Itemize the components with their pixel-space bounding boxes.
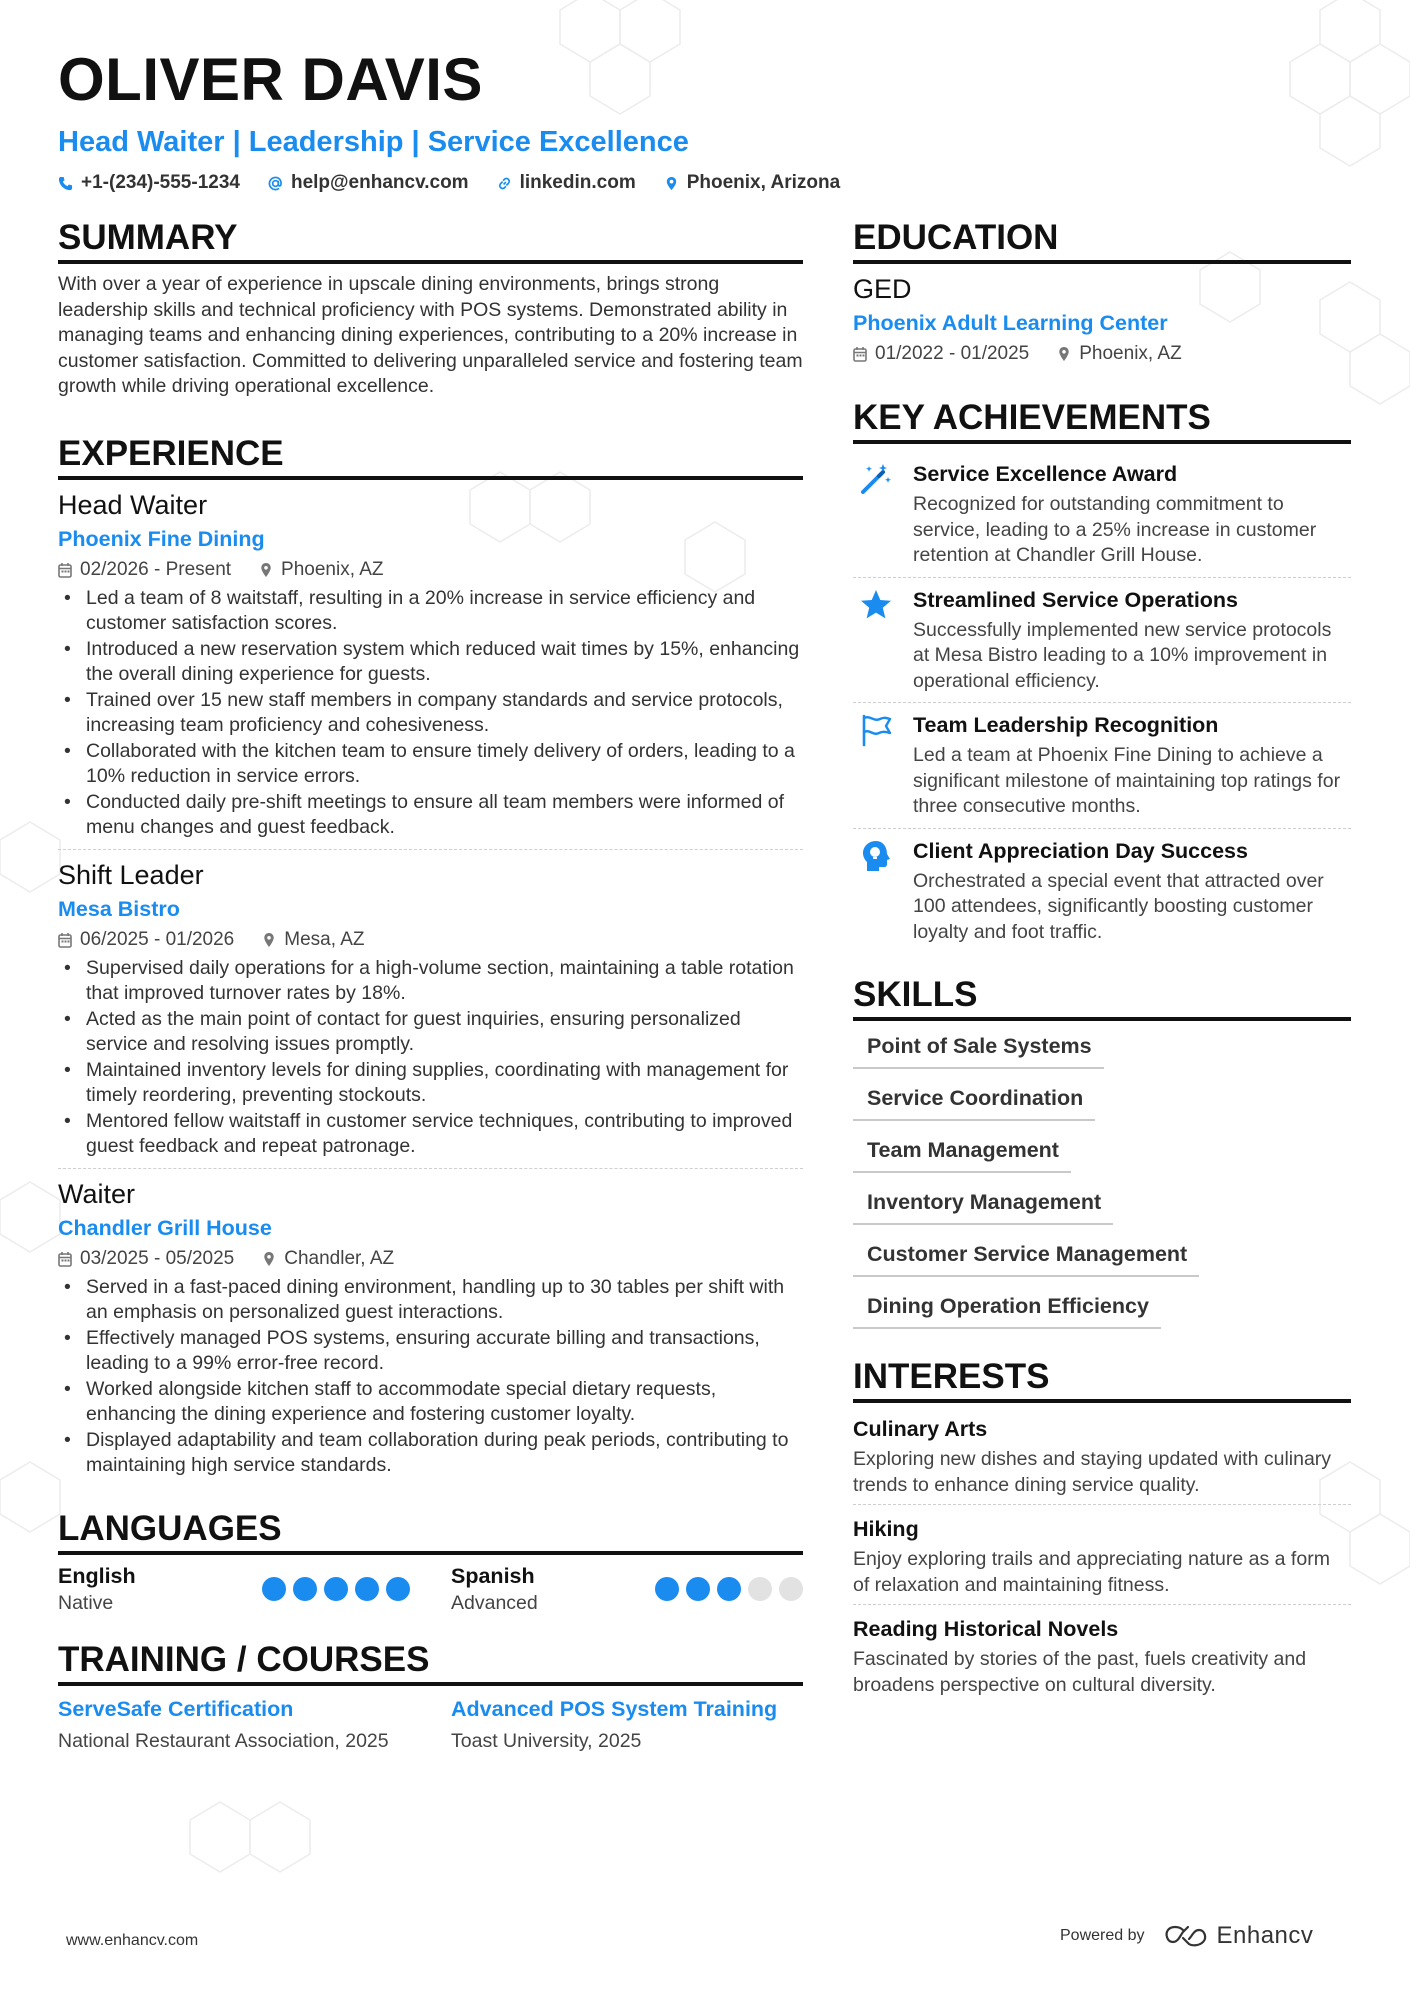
section-title-achievements: KEY ACHIEVEMENTS (853, 398, 1351, 444)
bullet-item: • Displayed adaptability and team collaboration during peak periods, contributing to maintaining high service standards. (58, 1428, 803, 1479)
at-sign-icon (268, 176, 283, 191)
job-dates: 03/2025 - 05/2025 (58, 1245, 234, 1273)
bullet-item: • Served in a fast-paced dining environment, handling up to 30 tables per shift with an emphasis on personalized guest interactions. (58, 1275, 803, 1326)
bullet-item: • Led a team of 8 waitstaff, resulting in a 20% increase in service efficiency and customer satisfaction scores. (58, 586, 803, 637)
bullet-item: • Acted as the main point of contact for guest inquiries, ensuring personalized service and resolving issues promptly. (58, 1007, 803, 1058)
course-provider: National Restaurant Association, 2025 (58, 1729, 389, 1752)
experience-list (58, 488, 803, 1487)
location-pin-icon (259, 562, 273, 578)
achievement-title: Client Appreciation Day Success (913, 838, 1248, 863)
achievement-body (913, 586, 1351, 695)
achievement-desc: Led a team at Phoenix Fine Dining to achieve a significant milestone of maintaining top ratings for three consecutive months. (913, 744, 1341, 817)
training-section (58, 1640, 803, 1754)
language-text (58, 1563, 136, 1616)
bullet-item: • Effectively managed POS systems, ensuring accurate billing and transactions, leading to a 99% error-free record. (58, 1326, 803, 1377)
rating-dot (717, 1577, 741, 1601)
head-idea-icon (853, 837, 899, 946)
rating-dot (262, 1577, 286, 1601)
achievement-item (853, 452, 1351, 578)
language-name: English (58, 1563, 136, 1588)
skill-tag: Inventory Management (853, 1185, 1113, 1225)
location-pin-icon (1057, 346, 1071, 362)
achievement-body (913, 460, 1351, 569)
job-entry (58, 858, 803, 1169)
calendar-icon (58, 1251, 72, 1267)
contact-linkedin[interactable] (497, 172, 636, 194)
link-icon (497, 176, 512, 191)
headline: Head Waiter | Leadership | Service Excellence (58, 126, 689, 158)
interest-title: Culinary Arts (853, 1417, 988, 1441)
section-title-training: TRAINING / COURSES (58, 1640, 803, 1686)
section-title-education: EDUCATION (853, 218, 1351, 264)
job-meta (58, 1245, 803, 1273)
education-location: Phoenix, AZ (1057, 340, 1181, 368)
interest-item (853, 1411, 1351, 1505)
brand-logo[interactable] (1163, 1922, 1314, 1950)
education-degree: GED (853, 274, 912, 304)
location-pin-icon (262, 932, 276, 948)
achievement-title: Team Leadership Recognition (913, 713, 1219, 737)
candidate-name: OLIVER DAVIS (58, 46, 483, 113)
skill-list (853, 1029, 1351, 1329)
achievement-desc: Orchestrated a special event that attracted over 100 attendees, significantly boosting customer loyalty and foot traffic. (913, 869, 1324, 943)
language-level: Advanced (451, 1591, 538, 1614)
course-provider: Toast University, 2025 (451, 1729, 642, 1752)
experience-section (58, 434, 803, 1487)
course-list (58, 1694, 803, 1754)
rating-dot (655, 1577, 679, 1601)
language-list (58, 1563, 803, 1616)
job-bullets (58, 586, 803, 841)
section-title-experience: EXPERIENCE (58, 434, 803, 480)
course-title: Advanced POS System Training (451, 1696, 778, 1721)
location-pin-icon (664, 176, 679, 191)
interest-item (853, 1611, 1351, 1704)
education-section (853, 218, 1351, 368)
summary-section (58, 218, 803, 400)
language-rating (262, 1577, 410, 1601)
location-text: Phoenix, Arizona (686, 172, 841, 193)
interests-section (853, 1357, 1351, 1704)
footer-branding (1060, 1922, 1313, 1950)
job-meta (58, 556, 803, 584)
rating-dot (386, 1577, 410, 1601)
interest-desc: Enjoy exploring trails and appreciating nature as a form of relaxation and maintaining fitness. (853, 1548, 1330, 1596)
flag-icon (853, 711, 899, 820)
contact-location (664, 172, 840, 194)
location-pin-icon (262, 1251, 276, 1267)
course-item (451, 1694, 803, 1754)
bullet-item: • Trained over 15 new staff members in company standards and service protocols, increasing team proficiency and cohesiveness. (58, 688, 803, 739)
language-name: Spanish (451, 1563, 535, 1588)
job-dates: 06/2025 - 01/2026 (58, 926, 234, 954)
contact-phone[interactable] (58, 172, 240, 194)
achievement-body (913, 711, 1351, 820)
language-item (58, 1563, 410, 1616)
language-item (451, 1563, 803, 1616)
phone-text: +1-(234)-555-1234 (81, 172, 240, 193)
job-dates: 02/2026 - Present (58, 556, 231, 584)
job-entry (58, 1177, 803, 1487)
achievement-item (853, 703, 1351, 829)
footer-website[interactable]: www.enhancv.com (66, 1932, 199, 1949)
achievement-body (913, 837, 1351, 946)
powered-by-text: Powered by (1060, 1927, 1145, 1944)
job-title: Shift Leader (58, 859, 204, 890)
education-meta (853, 340, 1351, 368)
interest-item (853, 1511, 1351, 1605)
rating-dot (779, 1577, 803, 1601)
achievement-title: Service Excellence Award (913, 462, 1178, 486)
course-item (58, 1694, 410, 1754)
job-entry (58, 488, 803, 850)
section-title-interests: INTERESTS (853, 1357, 1351, 1403)
skill-tag: Point of Sale Systems (853, 1029, 1104, 1069)
skill-tag: Dining Operation Efficiency (853, 1289, 1161, 1329)
calendar-icon (58, 562, 72, 578)
interest-title: Reading Historical Novels (853, 1617, 1119, 1641)
bullet-item: • Supervised daily operations for a high-volume section, maintaining a table rotation that improved turnover rates by 18%. (58, 956, 803, 1007)
job-company: Phoenix Fine Dining (58, 526, 265, 551)
rating-dot (293, 1577, 317, 1601)
phone-icon (58, 176, 73, 191)
skills-section (853, 975, 1351, 1329)
rating-dot (324, 1577, 348, 1601)
languages-section (58, 1509, 803, 1616)
interest-desc: Fascinated by stories of the past, fuels creativity and broadens perspective on cultural diversity. (853, 1648, 1307, 1696)
achievement-desc: Recognized for outstanding commitment to service, leading to a 25% increase in customer retention at Chandler Grill House. (913, 493, 1317, 566)
achievement-title: Streamlined Service Operations (913, 587, 1239, 612)
job-location: Phoenix, AZ (259, 556, 383, 584)
job-company: Mesa Bistro (58, 896, 180, 921)
bullet-item: • Conducted daily pre-shift meetings to ensure all team members were informed of menu changes and guest feedback. (58, 790, 803, 841)
bullet-item: • Mentored fellow waitstaff in customer service techniques, contributing to improved guest feedback and repeat patronage. (58, 1109, 803, 1160)
job-bullets (58, 956, 803, 1160)
language-level: Native (58, 1591, 114, 1614)
achievement-desc: Successfully implemented new service protocols at Mesa Bistro leading to a 10% improvement in operational efficiency. (913, 618, 1332, 692)
bullet-item: • Introduced a new reservation system which reduced wait times by 15%, enhancing the overall dining experience for guests. (58, 637, 803, 688)
bullet-item: • Maintained inventory levels for dining supplies, coordinating with management for timely reordering, preventing stockouts. (58, 1058, 803, 1109)
summary-text: With over a year of experience in upscale dining environments, brings strong leadership skills and technical proficiency with POS systems. Demonstrated ability in managing teams and enhancing dining experiences, contributing to a 20% increase in customer satisfaction. Committed to delivering unparalleled service and fostering team growth while driving operational excellence. (58, 273, 803, 397)
job-bullets (58, 1275, 803, 1479)
enhancv-logo-icon (1163, 1924, 1209, 1948)
resume-header (58, 44, 1348, 194)
interest-title: Hiking (853, 1517, 919, 1541)
email-text: help@enhancv.com (290, 172, 469, 193)
language-text (451, 1563, 538, 1616)
achievement-item (853, 578, 1351, 704)
job-title: Head Waiter (58, 489, 208, 520)
contact-email[interactable] (268, 172, 469, 194)
interest-list (853, 1411, 1351, 1704)
section-title-summary: SUMMARY (58, 218, 803, 264)
bullet-item: • Worked alongside kitchen staff to accommodate special dietary requests, enhancing the dining experience and fostering customer loyalty. (58, 1377, 803, 1428)
bullet-item: • Collaborated with the kitchen team to ensure timely delivery of orders, leading to a 10% reduction in service errors. (58, 739, 803, 790)
left-column (58, 218, 803, 1788)
job-company: Chandler Grill House (58, 1215, 272, 1240)
achievement-item (853, 829, 1351, 954)
calendar-icon (853, 346, 867, 362)
rating-dot (748, 1577, 772, 1601)
skill-tag: Customer Service Management (853, 1237, 1199, 1277)
contact-bar (58, 172, 1348, 194)
interest-desc: Exploring new dishes and staying updated with culinary trends to enhance dining service quality. (853, 1448, 1332, 1496)
section-title-skills: SKILLS (853, 975, 1351, 1021)
job-location: Chandler, AZ (262, 1245, 394, 1273)
section-title-languages: LANGUAGES (58, 1509, 803, 1555)
education-dates: 01/2022 - 01/2025 (853, 340, 1029, 368)
brand-name: Enhancv (1216, 1922, 1314, 1949)
star-icon (853, 586, 899, 695)
magic-wand-icon (853, 460, 899, 569)
linkedin-text: linkedin.com (519, 172, 636, 193)
skill-tag: Service Coordination (853, 1081, 1095, 1121)
achievement-list (853, 452, 1351, 953)
job-title: Waiter (58, 1178, 136, 1209)
rating-dot (355, 1577, 379, 1601)
job-location: Mesa, AZ (262, 926, 364, 954)
rating-dot (686, 1577, 710, 1601)
course-title: ServeSafe Certification (58, 1696, 294, 1721)
job-meta (58, 926, 803, 954)
achievements-section (853, 398, 1351, 953)
calendar-icon (58, 932, 72, 948)
right-column (853, 218, 1351, 1738)
education-school: Phoenix Adult Learning Center (853, 311, 1168, 335)
skill-tag: Team Management (853, 1133, 1071, 1173)
language-rating (655, 1577, 803, 1601)
